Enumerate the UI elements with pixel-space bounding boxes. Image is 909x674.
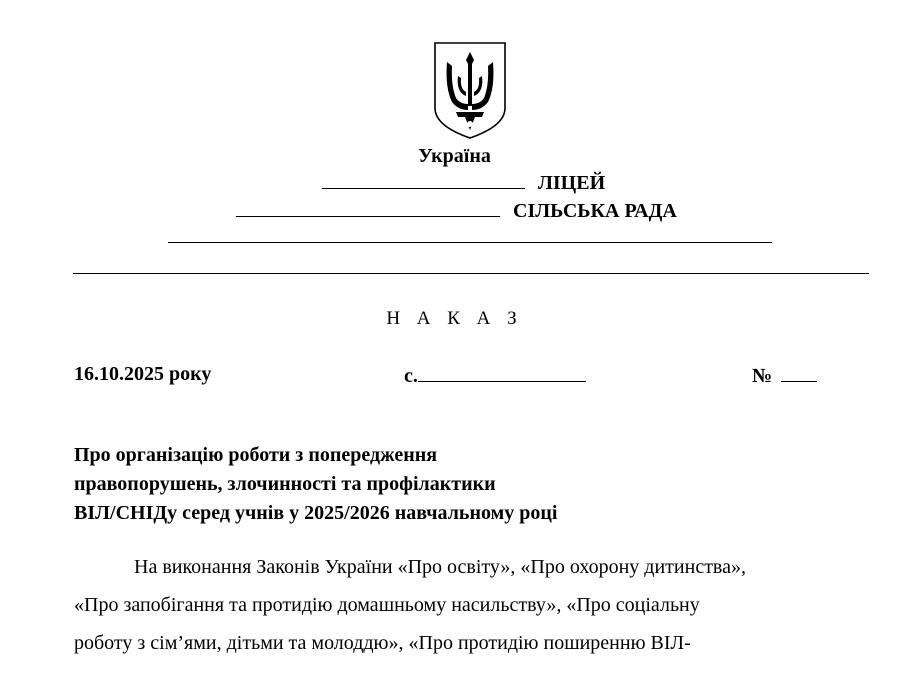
tryzub-coat-of-arms-icon: [432, 40, 508, 140]
council-name-line: [236, 198, 677, 223]
institution-name-line: [322, 170, 605, 195]
number-prefix: №: [752, 365, 773, 387]
number-blank: [781, 363, 817, 382]
order-body: [74, 548, 746, 662]
place-blank: [418, 363, 586, 382]
council-suffix: СІЛЬСЬКА РАДА: [513, 200, 677, 222]
subject-line: ВІЛ/СНІДу серед учнів у 2025/2026 навчальному році: [74, 502, 558, 524]
council-name-blank: [236, 198, 500, 217]
header-rule-wide: [73, 273, 869, 274]
header-rule-thin: [168, 242, 772, 243]
subject-line: правопорушень, злочинності та профілактики: [74, 473, 496, 495]
document-number: [752, 363, 817, 388]
subject-line: Про організацію роботи з попередження: [74, 444, 438, 466]
body-line: На виконання Законів України «Про освіту», «Про охорону дитинства»,: [134, 556, 746, 578]
institution-name-blank: [322, 170, 525, 189]
document-place: [404, 363, 586, 388]
body-line: роботу з сім’ями, дітьми та молоддю», «Про протидію поширенню ВІЛ-: [74, 632, 691, 654]
document-type-title: Н А К А З: [386, 308, 523, 329]
body-line: «Про запобігання та протидію домашньому насильству», «Про соціальну: [74, 594, 700, 616]
place-prefix: с.: [404, 365, 418, 387]
country-name: Україна: [418, 145, 491, 167]
document-date: 16.10.2025 року: [74, 363, 212, 385]
institution-suffix: ЛІЦЕЙ: [538, 172, 606, 194]
order-subject: [74, 441, 557, 528]
